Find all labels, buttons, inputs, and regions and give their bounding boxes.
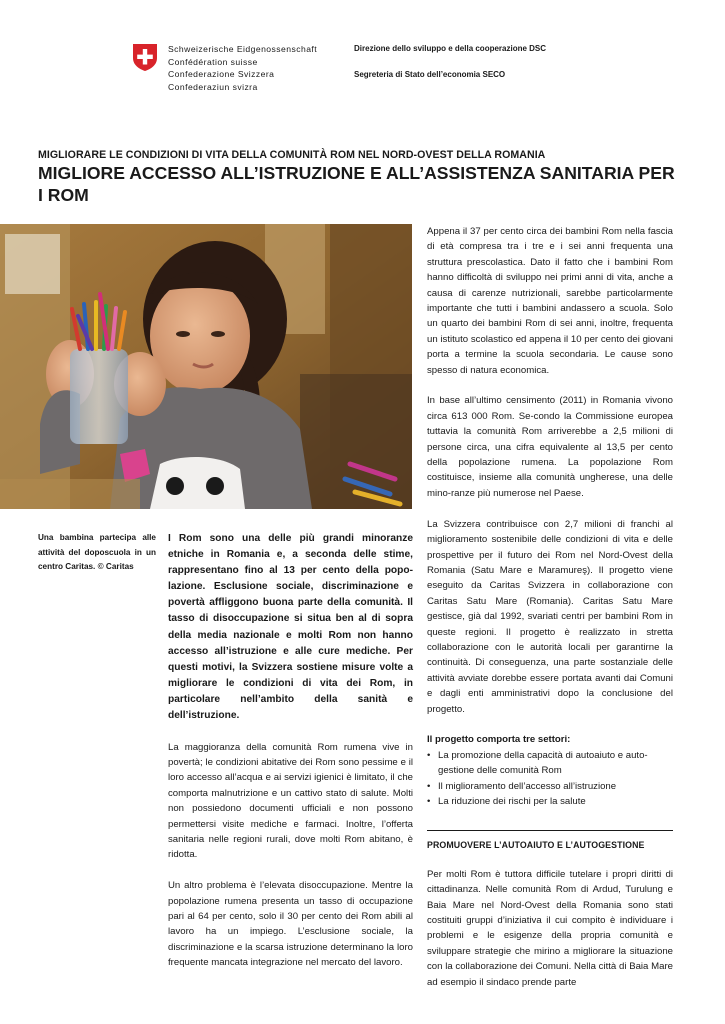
body-paragraph: La Svizzera contribuisce con 2,7 milioni di franchi al miglioramento sostenibile delle condizioni di vita e delle prospettive per il futuro dei Rom nel Nord-Ovest della Romania (Satu Mare e Maramureş). Il progetto viene eseguito da Caritas Svizzera in collaborazione con Caritas Satu Mare (Romania). Caritas Satu Mare gestisce, già dal 1992, svariati centri per bambini Rom in queste regioni. Il progetto è realizzato in stretta collaborazione con le autorità locali per garantirne la continuità. Di conseguenza, una parte sostanziale delle attività avviate dorebbe essere portata avanti dai Comuni e dagli enti amministrativi dopo la conclusione del progetto. <box>427 518 673 715</box>
federation-name-rm: Confederaziun svizra <box>168 81 258 92</box>
list-item: • La riduzione dei rischi per la salute <box>427 794 673 809</box>
sectors-heading: Il progetto comporta tre settori: <box>427 734 571 746</box>
article-kicker: MIGLIORARE LE CONDIZIONI DI VITA DELLA COMUNITÀ ROM NEL NORD-OVEST DELLA ROMANIA <box>38 149 546 161</box>
list-item: • Il miglioramento dell’accesso all’istruzione <box>427 779 673 794</box>
agency-dsc: Direzione dello sviluppo e della cooperazione DSC <box>354 44 547 53</box>
body-paragraph: Per molti Rom è tuttora difficile tutelare i propri diritti di cittadinanza. Nelle comunità Rom di Ardud, Turulung e Baia Mare nel Nord-Ovest della Romania sono stati costituiti gruppi d’iniziativa il cui compito è individuare i problemi e le esigenze della propria comunità e sviluppare strategie che mirino a migliorare la situazione con la collaborazione dei Comuni. Nella città di Baia Mare ad esempio il sindaco prende parte <box>427 868 673 988</box>
body-paragraph: Un altro problema è l’elevata disoccupazione. Mentre la popolazione rumena presenta un tasso di occupazione pari al 64 per cento, solo il 30 per cento dei Rom abili al lavoro ha un impiego. L’esclusione sociale, la discriminazione e la scarsa istruzione determinano la loro frequente mancata integrazione nel mercato del lavoro. <box>168 880 413 969</box>
federation-name-de: Schweizerische Eidgenossenschaft <box>168 44 318 54</box>
lead-paragraph: I Rom sono una delle più grandi minoranze etniche in Romania e, a seconda delle stime, rappresentano fino al 13 per cento della popolazione. Esclusione sociale, discriminazione e povertà affliggono buona parte della comunità. Il tasso di disoccupazione si situa ben al di sopra della media nazionale e molti Rom non hanno accesso all’istruzione e alle cure mediche. Per questi motivi, la Svizzera sostiene misure volte a migliorare le condizioni di vita dei Rom, in particolare nell’ambito della sanità e dell’istruzione. <box>168 533 413 722</box>
section-title: PROMUOVERE L’AUTOAIUTO E L’AUTOGESTIONE <box>427 840 645 851</box>
photo-caption: Una bambina partecipa alle attività del doposcuola in un centro Caritas. © Caritas <box>38 533 156 571</box>
body-paragraph: Appena il 37 per cento circa dei bambini Rom nella fascia di età compresa tra i tre e i sei anni frequenta una struttura prescolastica. Dato il fatto che i bambini Rom hanno difficoltà di sviluppo nei primi anni di vita, anche a causa di carenze nutrizionali, sarebbe particolarmente importante che tutti i bambini andassero a scuola. Solo un quarto dei bambini Rom di sei anni, inoltre, frequenta un istituto scolastico ed appena il 10 per cento dei giovani porta a termine la scuola secondaria. Le cause sono spesso di natura economica. <box>427 226 673 376</box>
section-divider <box>427 830 673 831</box>
list-item: • La promozione della capacità di autoaiuto e autogestione delle comunità Rom <box>427 748 673 779</box>
body-paragraph: La maggioranza della comunità Rom rumena vive in povertà; le condizioni abitative dei Rom sono pessime e il loro accesso all’acqua e ai servizi igienici è limitato, il che comporta malnutrizione e un cattivo stato di salute. Molti non possiedono documenti ufficiali e non possono permettersi visite mediche e farmaci. Inoltre, l’offerta sanitaria nelle regioni rurali, dove molti Rom abitano, è ridotta. <box>168 741 413 861</box>
federation-name-it: Confederazione Svizzera <box>168 69 275 80</box>
child-with-pencils-photo <box>0 224 412 509</box>
middle-column <box>168 531 413 986</box>
sectors-list <box>427 748 673 810</box>
federation-name-fr: Confédération suisse <box>168 56 258 67</box>
agency-seco: Segreteria di Stato dell’economia SECO <box>354 70 506 79</box>
body-paragraph: In base all’ultimo censimento (2011) in Romania vivono circa 613 000 Rom. Se-condo la Commissione europea tuttavia la comunità Rom arriverebbe a 2,5 milioni di persone circa, una cifra equivalente al 13,5 per cento della popolazione rumena. La popolazione Rom costituisce, insieme alla comunità ungherese, una delle mino-ranze più numerose nel Paese. <box>427 395 673 499</box>
right-column <box>427 224 673 1005</box>
swiss-shield-icon <box>132 43 158 72</box>
article-headline: MIGLIORE ACCESSO ALL’ISTRUZIONE E ALL’ASSISTENZA SANITARIA PER I ROM <box>38 163 675 205</box>
federation-names <box>168 43 317 93</box>
